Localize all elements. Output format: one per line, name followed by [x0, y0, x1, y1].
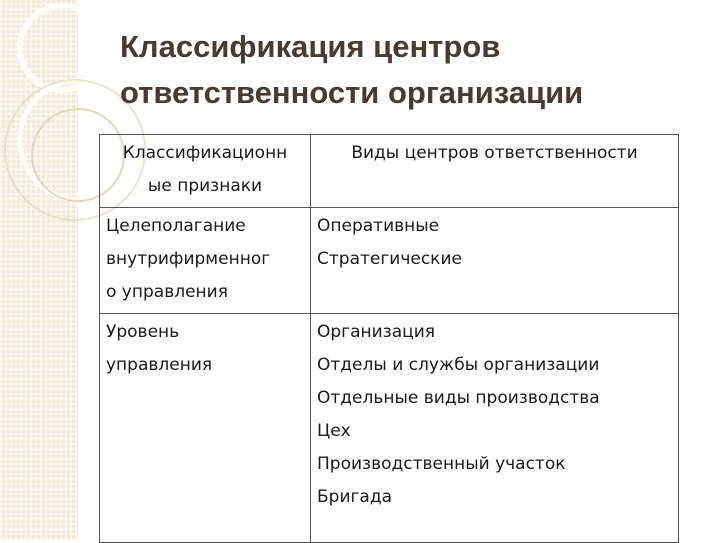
- decorative-ring-large: [20, 6, 104, 90]
- criterion-line: управления: [106, 355, 213, 375]
- types-cell: [311, 314, 679, 543]
- criterion-line: Целеполагание: [106, 216, 246, 236]
- type-item: Стратегические: [317, 249, 462, 269]
- title-line-1: Классификация центров: [120, 29, 501, 64]
- classification-table: [99, 134, 679, 543]
- table-row: [100, 314, 679, 543]
- header-classification-criteria: [100, 135, 311, 208]
- table-header-row: [100, 135, 679, 208]
- types-cell: [311, 208, 679, 314]
- type-item: Оперативные: [317, 216, 440, 236]
- type-item: Отделы и службы организации: [317, 355, 600, 375]
- type-item: Отдельные виды производства: [317, 388, 600, 408]
- title-line-2: ответственности организации: [120, 75, 584, 110]
- type-item: Бригада: [317, 487, 393, 507]
- criterion-cell: [100, 208, 311, 314]
- criterion-cell: [100, 314, 311, 543]
- criterion-line: внутрифирменног: [106, 249, 271, 269]
- type-item: Организация: [317, 322, 435, 342]
- type-item: Производственный участок: [317, 454, 566, 474]
- criterion-line: Уровень: [106, 322, 180, 342]
- criterion-line: о управления: [106, 282, 228, 302]
- header-left-line-2: ые признаки: [147, 176, 263, 196]
- table-row: [100, 208, 679, 314]
- header-left-line-1: Классификационн: [122, 143, 288, 163]
- header-responsibility-center-types: Виды центров ответственности: [311, 135, 679, 208]
- slide-title: [120, 24, 700, 116]
- type-item: Цех: [317, 421, 351, 441]
